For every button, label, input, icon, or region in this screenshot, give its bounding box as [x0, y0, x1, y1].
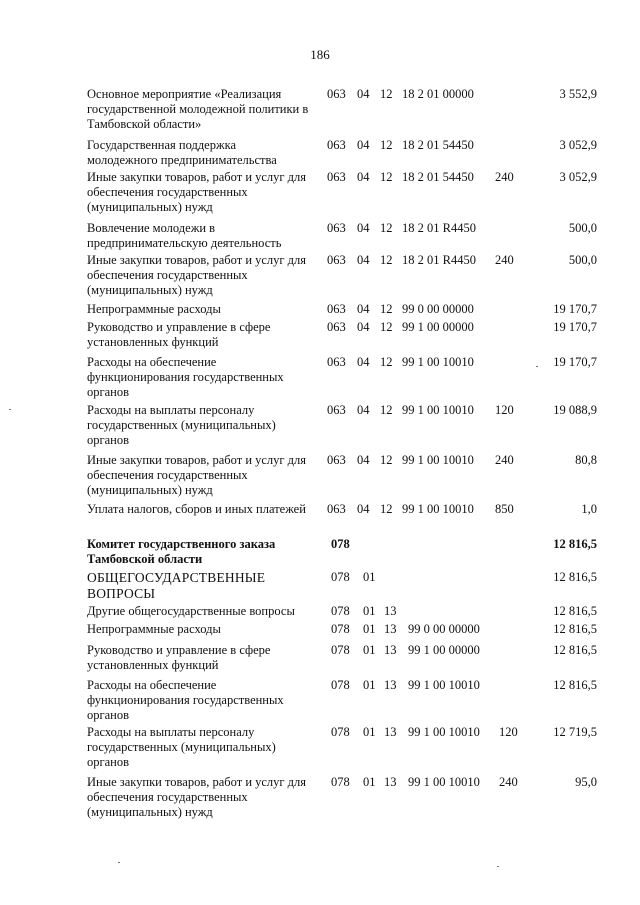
amount-value: 95,0: [575, 775, 597, 789]
rz-code: 04: [357, 138, 370, 152]
amount-value: 12 816,5: [553, 570, 597, 584]
table-row: [0, 775, 640, 835]
pr-code: 12: [380, 170, 393, 184]
amount-value: 12 816,5: [553, 622, 597, 636]
amount-value: 19 170,7: [553, 355, 597, 369]
amount-value: 80,8: [575, 453, 597, 467]
vr-code: 850: [495, 502, 514, 516]
amount-value: 3 552,9: [559, 87, 597, 101]
ved-code: 078: [331, 537, 350, 551]
rz-code: 01: [363, 725, 376, 739]
rz-code: 04: [357, 502, 370, 516]
pr-code: 12: [380, 320, 393, 334]
rz-code: 01: [363, 604, 376, 618]
pr-code: 12: [380, 453, 393, 467]
rz-code: 01: [363, 570, 376, 584]
vr-code: 240: [495, 453, 514, 467]
pr-code: 12: [380, 355, 393, 369]
row-name: ОБЩЕГОСУДАРСТВЕННЫЕ ВОПРОСЫ: [87, 570, 266, 601]
ved-code: 063: [327, 355, 346, 369]
scan-speck: [118, 862, 120, 863]
cs-code: 18 2 01 R4450: [402, 221, 476, 235]
row-name: Другие общегосударственные вопросы: [87, 604, 295, 618]
vr-code: 120: [495, 403, 514, 417]
row-name: Расходы на обеспечение функционирования государственных органов: [87, 355, 284, 399]
row-name: Иные закупки товаров, работ и услуг для обеспечения государственных (муниципальных) нужд: [87, 170, 307, 214]
cs-code: 99 0 00 00000: [408, 622, 480, 636]
pr-code: 12: [380, 302, 393, 316]
row-name: Комитет государственного заказа Тамбовской области: [87, 537, 276, 566]
amount-value: 1,0: [581, 502, 597, 516]
ved-code: 078: [331, 570, 350, 584]
ved-code: 078: [331, 725, 350, 739]
cs-code: 99 1 00 10010: [408, 678, 480, 692]
amount-value: 3 052,9: [559, 138, 597, 152]
pr-code: 12: [380, 502, 393, 516]
amount-value: 12 719,5: [553, 725, 597, 739]
ved-code: 078: [331, 775, 350, 789]
amount-value: 12 816,5: [553, 537, 597, 551]
ved-code: 063: [327, 403, 346, 417]
ved-code: 063: [327, 502, 346, 516]
rz-code: 04: [357, 302, 370, 316]
ved-code: 063: [327, 320, 346, 334]
pr-code: 13: [384, 678, 397, 692]
row-name: Непрограммные расходы: [87, 622, 221, 636]
rz-code: 01: [363, 622, 376, 636]
vr-code: 240: [495, 253, 514, 267]
amount-value: 12 816,5: [553, 678, 597, 692]
row-name: Иные закупки товаров, работ и услуг для обеспечения государственных (муниципальных) нужд: [87, 775, 307, 819]
cs-code: 18 2 01 54450: [402, 170, 474, 184]
rz-code: 01: [363, 643, 376, 657]
amount-value: 12 816,5: [553, 643, 597, 657]
cs-code: 99 1 00 10010: [402, 355, 474, 369]
cs-code: 99 1 00 00000: [408, 643, 480, 657]
amount-value: 19 170,7: [553, 302, 597, 316]
ved-code: 063: [327, 302, 346, 316]
amount-value: 19 088,9: [553, 403, 597, 417]
ved-code: 078: [331, 643, 350, 657]
scan-speck: [536, 366, 538, 367]
scan-speck: [9, 409, 11, 410]
ved-code: 078: [331, 678, 350, 692]
amount-value: 500,0: [568, 221, 597, 235]
ved-code: 078: [331, 604, 350, 618]
row-name: Руководство и управление в сфере установленных функций: [87, 643, 271, 672]
amount-value: 3 052,9: [559, 170, 597, 184]
rz-code: 04: [357, 87, 370, 101]
pr-code: 13: [384, 643, 397, 657]
rz-code: 04: [357, 403, 370, 417]
rz-code: 04: [357, 170, 370, 184]
amount-value: 12 816,5: [553, 604, 597, 618]
ved-code: 063: [327, 138, 346, 152]
vr-code: 240: [499, 775, 518, 789]
rz-code: 04: [357, 453, 370, 467]
cs-code: 99 0 00 00000: [402, 302, 474, 316]
cs-code: 99 1 00 10010: [402, 453, 474, 467]
rz-code: 04: [357, 253, 370, 267]
pr-code: 13: [384, 725, 397, 739]
row-name: Расходы на выплаты персоналу государственных (муниципальных) органов: [87, 403, 276, 447]
cs-code: 99 1 00 10010: [408, 725, 480, 739]
ved-code: 063: [327, 87, 346, 101]
scan-speck: [497, 866, 499, 867]
cs-code: 99 1 00 10010: [408, 775, 480, 789]
cs-code: 99 1 00 10010: [402, 403, 474, 417]
row-name: Руководство и управление в сфере установленных функций: [87, 320, 271, 349]
ved-code: 063: [327, 221, 346, 235]
pr-code: 12: [380, 221, 393, 235]
row-name: Вовлечение молодежи в предпринимательскую деятельность: [87, 221, 282, 250]
rz-code: 04: [357, 355, 370, 369]
ved-code: 063: [327, 453, 346, 467]
rz-code: 04: [357, 320, 370, 334]
row-name: Расходы на обеспечение функционирования государственных органов: [87, 678, 284, 722]
cs-code: 99 1 00 10010: [402, 502, 474, 516]
cs-code: 18 2 01 R4450: [402, 253, 476, 267]
row-name: Расходы на выплаты персоналу государственных (муниципальных) органов: [87, 725, 276, 769]
rz-code: 01: [363, 678, 376, 692]
pr-code: 13: [384, 604, 397, 618]
vr-code: 240: [495, 170, 514, 184]
amount-value: 19 170,7: [553, 320, 597, 334]
pr-code: 12: [380, 138, 393, 152]
rz-code: 01: [363, 775, 376, 789]
cs-code: 99 1 00 00000: [402, 320, 474, 334]
cs-code: 18 2 01 54450: [402, 138, 474, 152]
row-name: Государственная поддержка молодежного предпринимательства: [87, 138, 277, 167]
pr-code: 12: [380, 253, 393, 267]
row-name: Уплата налогов, сборов и иных платежей: [87, 502, 306, 516]
pr-code: 12: [380, 403, 393, 417]
vr-code: 120: [499, 725, 518, 739]
cs-code: 18 2 01 00000: [402, 87, 474, 101]
pr-code: 13: [384, 775, 397, 789]
ved-code: 078: [331, 622, 350, 636]
rz-code: 04: [357, 221, 370, 235]
pr-code: 13: [384, 622, 397, 636]
row-name: Непрограммные расходы: [87, 302, 221, 316]
amount-value: 500,0: [568, 253, 597, 267]
row-name: Иные закупки товаров, работ и услуг для обеспечения государственных (муниципальных) нужд: [87, 453, 307, 497]
row-name: Иные закупки товаров, работ и услуг для обеспечения государственных (муниципальных) нужд: [87, 253, 307, 297]
page-number: 186: [310, 47, 330, 62]
row-name: Основное мероприятие «Реализация государственной молодежной политики в Тамбовской области»: [87, 87, 309, 131]
ved-code: 063: [327, 253, 346, 267]
pr-code: 12: [380, 87, 393, 101]
ved-code: 063: [327, 170, 346, 184]
